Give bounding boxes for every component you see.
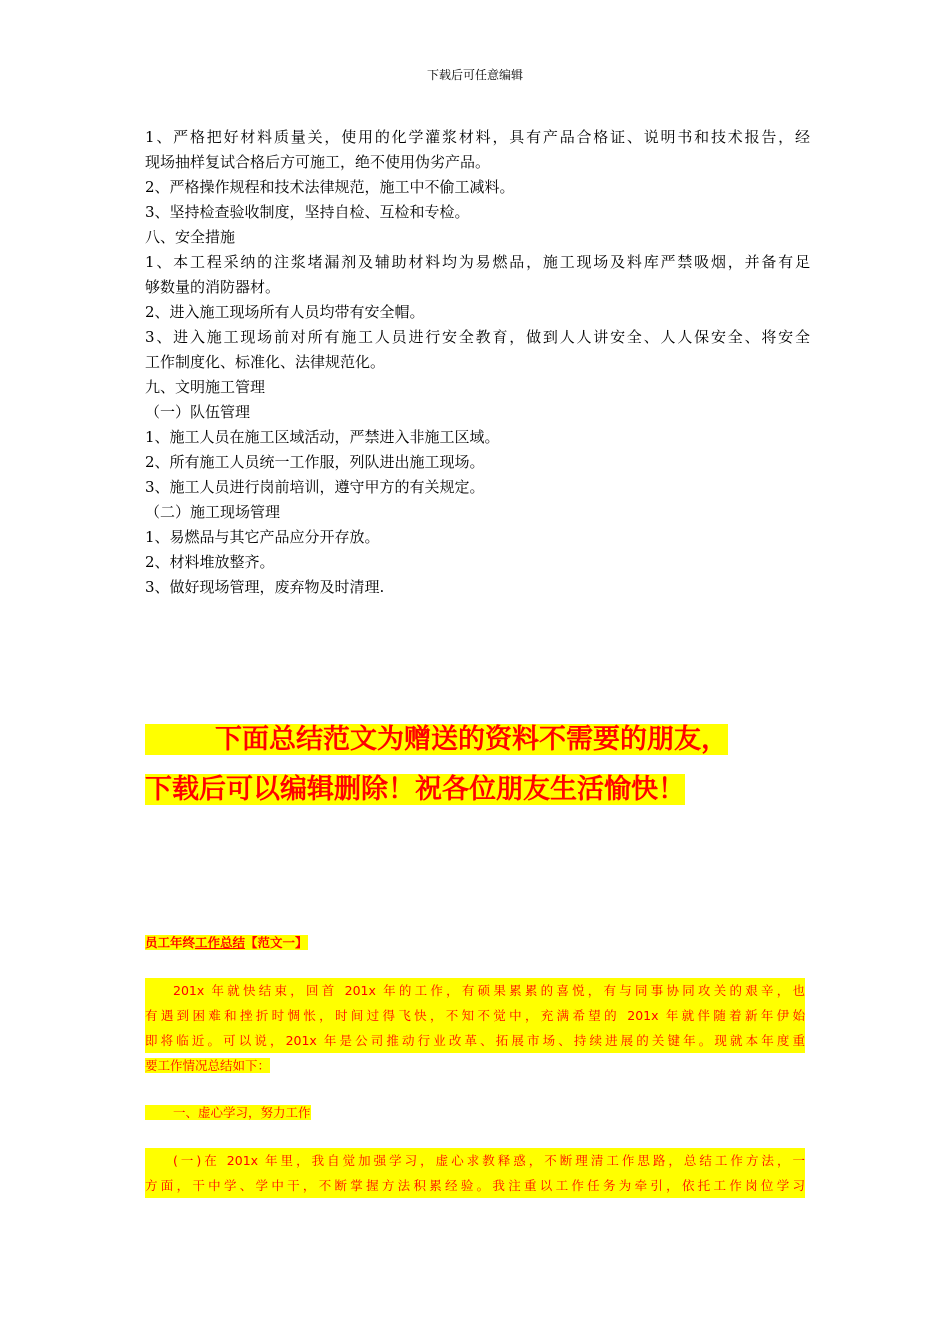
- essay-line: 方面，干中学、学中干，不断掌握方法积累经验。我注重以工作任务为牵引，依托工作岗位学习: [145, 1173, 805, 1198]
- body-line: 1、本工程采纳的注浆堵漏剂及辅助材料均为易燃品，施工现场及料库严禁吸烟，并备有足: [145, 253, 810, 271]
- body-line: 3、进入施工现场前对所有施工人员进行安全教育，做到人人讲安全、人人保安全、将安全: [145, 328, 810, 346]
- body-line: 2、所有施工人员统一工作服，列队进出施工现场。: [145, 453, 485, 471]
- essay-line: 即将临近。可以说，201x 年是公司推动行业改革、拓展市场、持续进展的关键年。现就本年度重: [145, 1028, 805, 1053]
- gift-notice-line-2: [145, 770, 785, 810]
- essay-heading: 一、虚心学习，努力工作: [145, 1105, 311, 1120]
- document-body: [145, 125, 810, 600]
- body-line: 1、严格把好材料质量关，使用的化学灌浆材料，具有产品合格证、说明书和技术报告，经: [145, 128, 810, 146]
- essay-paragraph-2: [145, 1148, 805, 1198]
- subsection-heading: （一）队伍管理: [145, 403, 251, 421]
- gift-notice-text-1: 下面总结范文为赠送的资料不需要的朋友，: [145, 724, 728, 755]
- body-line: 够数量的消防器材。: [145, 278, 281, 296]
- subsection-heading: （二）施工现场管理: [145, 503, 281, 521]
- gift-notice-text-2: 下载后可以编辑删除！祝各位朋友生活愉快！: [145, 774, 685, 805]
- body-line: 1、易燃品与其它产品应分开存放。: [145, 528, 380, 546]
- body-line: 现场抽样复试合格后方可施工，绝不使用伪劣产品。: [145, 153, 491, 171]
- essay-title-part-b: 工作总结: [195, 935, 246, 950]
- essay-title-part-c: 【范文一】: [245, 935, 308, 950]
- body-line: 2、严格操作规程和技术法律规范，施工中不偷工减料。: [145, 178, 515, 196]
- body-line: 3、做好现场管理，废弃物及时清理.: [145, 578, 385, 596]
- essay-heading-1: [145, 1100, 805, 1125]
- page-header: 下载后可任意编辑: [426, 68, 523, 82]
- body-line: 2、材料堆放整齐。: [145, 553, 275, 571]
- essay-line: 201x 年就快结束，回首 201x 年的工作，有硕果累累的喜悦，有与同事协同攻关的艰辛，也: [145, 978, 805, 1003]
- section-heading: 九、文明施工管理: [145, 378, 266, 396]
- body-line: 工作制度化、标准化、法律规范化。: [145, 353, 386, 371]
- essay-title: [145, 930, 805, 955]
- essay-line: 有遇到困难和挫折时惆怅，时间过得飞快，不知不觉中，充满希望的 201x 年就伴随着新年伊始: [145, 1003, 805, 1028]
- body-line: 1、施工人员在施工区域活动，严禁进入非施工区域。: [145, 428, 500, 446]
- essay-line: (一)在 201x 年里，我自觉加强学习，虚心求教释惑，不断理清工作思路，总结工作方法，一: [145, 1148, 805, 1173]
- section-heading: 八、安全措施: [145, 228, 236, 246]
- body-line: 3、施工人员进行岗前培训，遵守甲方的有关规定。: [145, 478, 485, 496]
- gift-notice-line-1: [145, 720, 785, 760]
- essay-line: 要工作情况总结如下：: [145, 1058, 271, 1073]
- essay-paragraph-1: [145, 978, 805, 1078]
- body-line: 3、坚持检查验收制度，坚持自检、互检和专检。: [145, 203, 470, 221]
- essay-title-part-a: 员工年终: [145, 935, 196, 950]
- body-line: 2、进入施工现场所有人员均带有安全帽。: [145, 303, 425, 321]
